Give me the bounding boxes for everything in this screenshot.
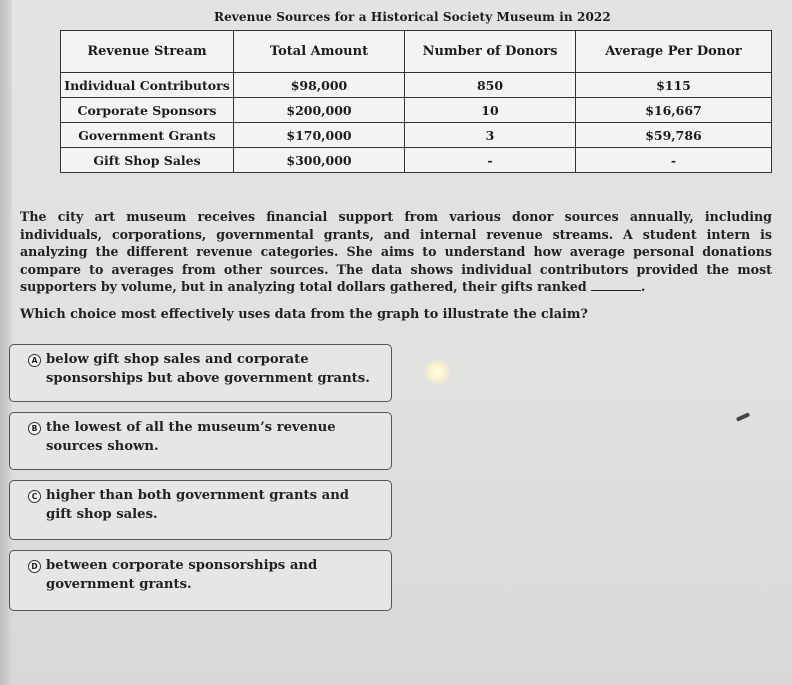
- table-row: [61, 98, 772, 123]
- choice-b-letter-icon: B: [28, 422, 41, 435]
- table-cell: Individual Contributors: [61, 73, 234, 98]
- table-row: [61, 123, 772, 148]
- pen-mark: [736, 412, 750, 422]
- passage-text: The city art museum receives financial support from various donor sources annually, including individuals, corporations, governmental grants, and internal revenue streams. A student intern is analyzing the different revenue categories. She aims to understand how average personal donations compare to averages from other sources. The data shows individual contributors provided the most supporters by volume, but in analyzing total dollars gathered, their gifts ranked: [20, 209, 772, 295]
- choice-a-letter-icon: A: [28, 354, 41, 367]
- choice-c-text: higher than both government grants and gift shop sales.: [46, 488, 350, 522]
- answer-choice-a[interactable]: [9, 344, 392, 402]
- answer-choice-d[interactable]: [9, 550, 392, 611]
- table-cell: $170,000: [234, 123, 405, 148]
- table-cell: 10: [405, 98, 576, 123]
- table-cell: $300,000: [234, 148, 405, 173]
- table-row: [61, 148, 772, 173]
- choice-a-text: below gift shop sales and corporate sponsorships but above government grants.: [46, 352, 370, 386]
- table-header-row: [61, 31, 772, 73]
- answer-choice-c[interactable]: [9, 480, 392, 540]
- table-cell: 3: [405, 123, 576, 148]
- light-glare: [420, 360, 454, 384]
- table-cell: $200,000: [234, 98, 405, 123]
- question-passage: [20, 208, 772, 296]
- table-cell: $16,667: [576, 98, 772, 123]
- revenue-table: [60, 30, 772, 173]
- table-cell: $98,000: [234, 73, 405, 98]
- table-cell: -: [576, 148, 772, 173]
- table-cell: Gift Shop Sales: [61, 148, 234, 173]
- question-prompt: Which choice most effectively uses data from the graph to illustrate the claim?: [20, 307, 588, 322]
- table-cell: Government Grants: [61, 123, 234, 148]
- table-row: [61, 73, 772, 98]
- choice-d-text: between corporate sponsorships and government grants.: [46, 558, 318, 592]
- column-header: Total Amount: [234, 31, 405, 73]
- table-cell: $115: [576, 73, 772, 98]
- column-header: Number of Donors: [405, 31, 576, 73]
- column-header: Revenue Stream: [61, 31, 234, 73]
- column-header: Average Per Donor: [576, 31, 772, 73]
- table-cell: 850: [405, 73, 576, 98]
- table-cell: Corporate Sponsors: [61, 98, 234, 123]
- table-title: Revenue Sources for a Historical Society Museum in 2022: [214, 10, 611, 24]
- passage-end: .: [641, 279, 646, 295]
- choice-b-text: the lowest of all the museum’s revenue sources shown.: [46, 420, 336, 454]
- table-cell: $59,786: [576, 123, 772, 148]
- answer-choice-b[interactable]: [9, 412, 392, 470]
- choice-d-letter-icon: D: [28, 560, 41, 573]
- table-cell: -: [405, 148, 576, 173]
- choice-c-letter-icon: C: [28, 490, 41, 503]
- answer-blank: [591, 280, 641, 291]
